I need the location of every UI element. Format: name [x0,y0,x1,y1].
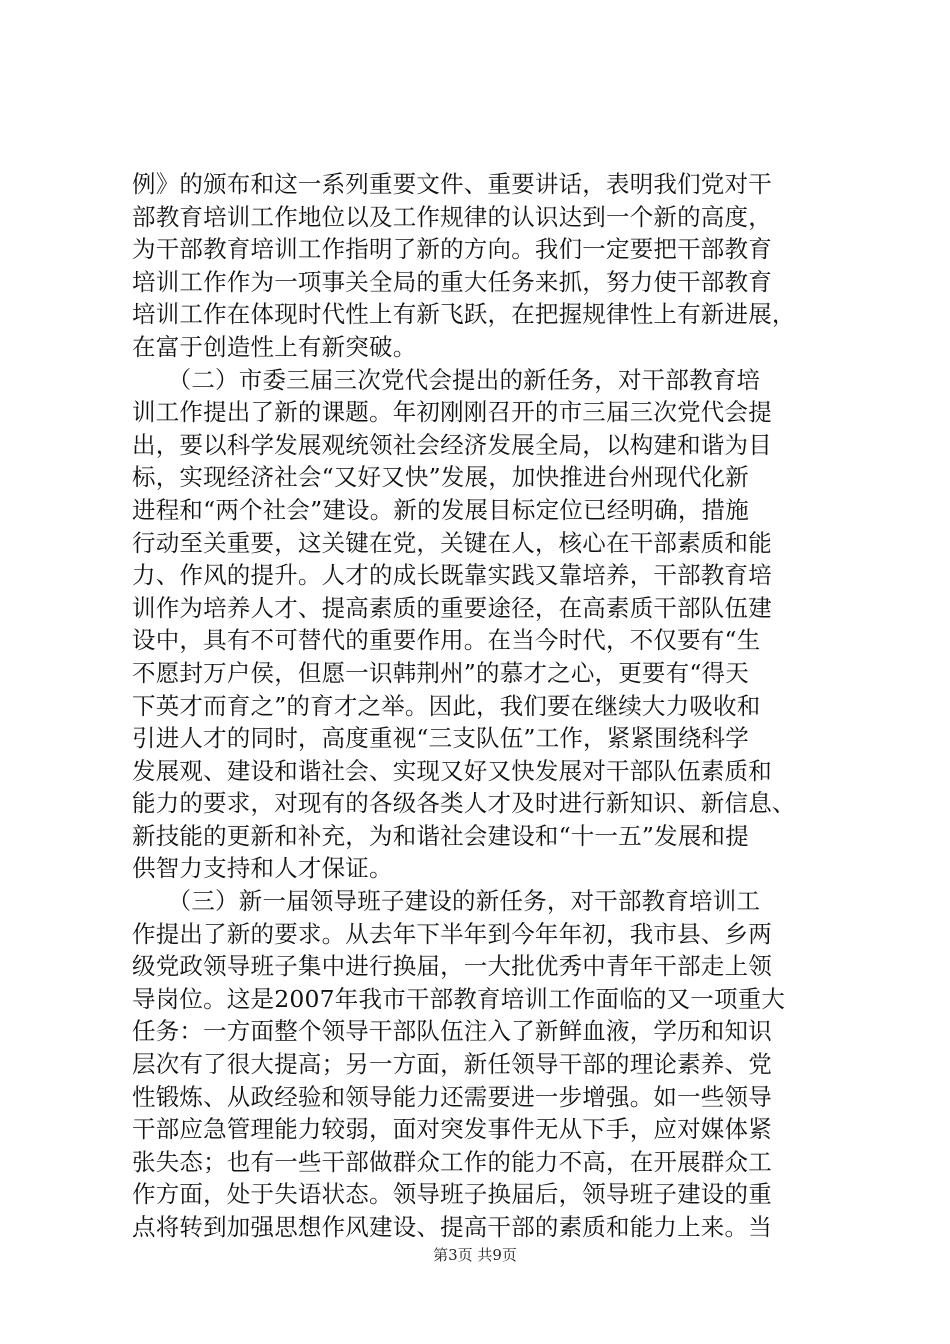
document-body [132,168,837,1244]
text-line: 导岗位。这是2007年我市干部教育培训工作面临的又一项重大 [132,984,786,1013]
text-line: 性锻炼、从政经验和领导能力还需要进一步增强。如一些领导 [132,1082,772,1111]
text-line: 力、作风的提升。人才的成长既靠实践又靠培养，干部教育培 [132,561,772,590]
text-line: 干部应急管理能力较弱，面对突发事件无从下手，应对媒体紧 [132,1115,772,1144]
text-line: 层次有了很大提高；另一方面，新任领导干部的理论素养、党 [132,1050,772,1079]
text-line: 级党政领导班子集中进行换届，一大批优秀中青年干部走上领 [132,952,772,981]
text-line: 培训工作在体现时代性上有新飞跃，在把握规律性上有新进展， [132,300,796,329]
text-line: 培训工作作为一项事关全局的重大任务来抓，努力使干部教育 [132,267,772,296]
text-line: 引进人才的同时，高度重视“三支队伍”工作，紧紧围绕科学 [132,724,749,753]
text-line: 为干部教育培训工作指明了新的方向。我们一定要把干部教育 [132,235,772,264]
text-line: 张失态；也有一些干部做群众工作的能力不高，在开展群众工 [132,1147,772,1176]
text-line: 供智力支持和人才保证。 [132,854,393,883]
text-line: 点将转到加强思想作风建设、提高干部的素质和能力上来。当 [132,1213,772,1241]
text-line: 部教育培训工作地位以及工作规律的认识达到一个新的高度， [132,202,772,231]
text-line: 作提出了新的要求。从去年下半年到今年年初，我市县、乡两 [132,919,772,948]
text-line: 能力的要求，对现有的各级各类人才及时进行新知识、新信息、 [132,789,796,818]
text-line: （三）新一届领导班子建设的新任务，对干部教育培训工 [132,887,761,916]
text-line: 不愿封万户侯，但愿一识韩荆州”的慕才之心，更要有“得天 [132,658,749,687]
text-line: 任务：一方面整个领导干部队伍注入了新鲜血液，学历和知识 [132,1017,772,1046]
text-line: 出，要以科学发展观统领社会经济发展全局，以构建和谐为目 [132,430,772,459]
text-line: 在富于创造性上有新突破。 [132,332,417,361]
page-number-footer: 第3页 共9页 [433,1246,517,1264]
text-line: 行动至关重要，这关键在党，关键在人，核心在干部素质和能 [132,528,772,557]
text-line: 训工作提出了新的课题。年初刚刚召开的市三届三次党代会提 [132,398,772,427]
text-line: 例》的颁布和这一系列重要文件、重要讲话，表明我们党对干 [132,170,772,198]
text-line: 下英才而育之”的育才之举。因此，我们要在继续大力吸收和 [132,691,761,720]
text-line: 发展观、建设和谐社会、实现又好又快发展对干部队伍素质和 [132,756,772,785]
text-line: 进程和“两个社会”建设。新的发展目标定位已经明确，措施 [132,495,749,524]
text-line: 设中，具有不可替代的重要作用。在当今时代，不仅要有“生 [132,626,761,655]
text-line: （二）市委三届三次党代会提出的新任务，对干部教育培 [132,365,761,394]
text-line: 新技能的更新和补充，为和谐社会建设和“十一五”发展和提 [132,821,749,850]
text-line: 训作为培养人才、提高素质的重要途径，在高素质干部队伍建 [132,593,772,622]
text-line: 标，实现经济社会“又好又快”发展，加快推进台州现代化新 [132,463,749,492]
text-line: 作方面，处于失语状态。领导班子换届后，领导班子建设的重 [132,1180,772,1209]
